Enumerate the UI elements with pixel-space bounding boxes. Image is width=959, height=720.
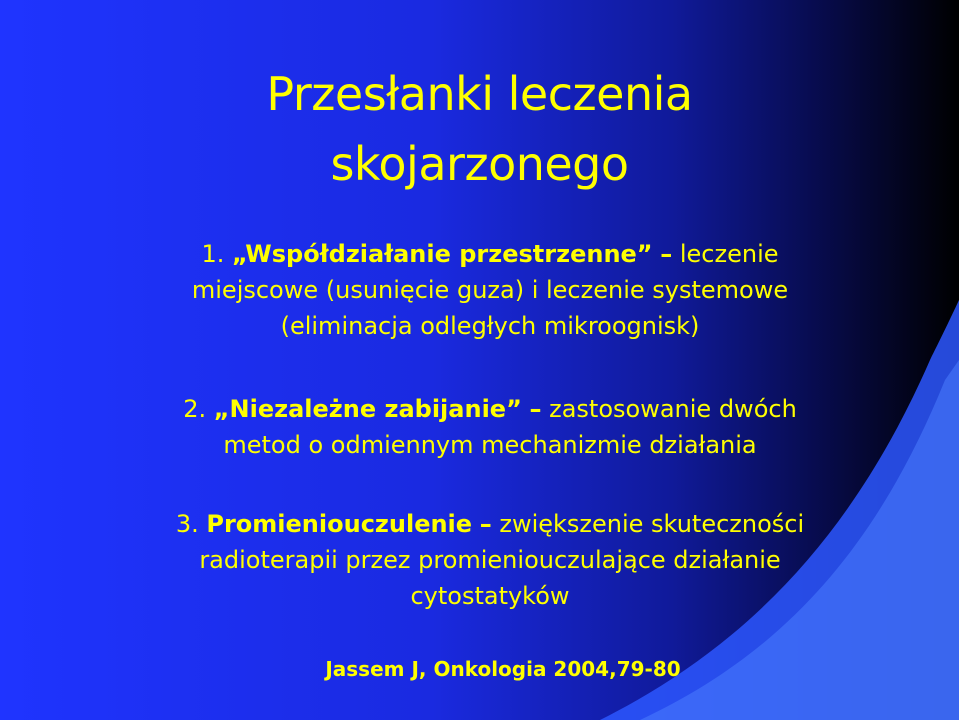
point-3-line-1 [120, 506, 860, 542]
point-3 [120, 506, 860, 614]
point-3-line-2: radioterapii przez promieniouczulające działanie [199, 546, 781, 574]
point-1-dash: – [660, 240, 673, 268]
point-2-line-2: metod o odmiennym mechanizmie działania [223, 431, 757, 459]
point-3-heading: Promieniouczulenie [206, 510, 473, 538]
point-1-line-3: (eliminacja odległych mikroognisk) [280, 312, 700, 340]
point-2-line-1 [120, 391, 860, 427]
point-2-dash: – [529, 395, 542, 423]
point-2-heading: „Niezależne zabijanie” [213, 395, 522, 423]
citation: Jassem J, Onkologia 2004,79-80 [325, 657, 681, 681]
point-3-dash: – [479, 510, 492, 538]
point-3-text: zwiększenie skuteczności [499, 510, 805, 538]
point-3-line-3: cytostatyków [410, 582, 570, 610]
slide-title-line-1: Przesłanki leczenia [266, 67, 693, 121]
point-2 [120, 391, 860, 463]
point-1-line-2: miejscowe (usunięcie guza) i leczenie systemowe [191, 276, 789, 304]
point-1-number: 1. [201, 240, 225, 268]
slide-title-line-2: skojarzonego [330, 137, 629, 191]
point-1-heading: „Współdziałanie przestrzenne” [232, 240, 653, 268]
point-1-line-1 [120, 236, 860, 272]
point-2-text: zastosowanie dwóch [549, 395, 797, 423]
point-1 [120, 236, 860, 344]
point-3-number: 3. [175, 510, 199, 538]
point-2-number: 2. [183, 395, 207, 423]
point-1-text: leczenie [679, 240, 779, 268]
